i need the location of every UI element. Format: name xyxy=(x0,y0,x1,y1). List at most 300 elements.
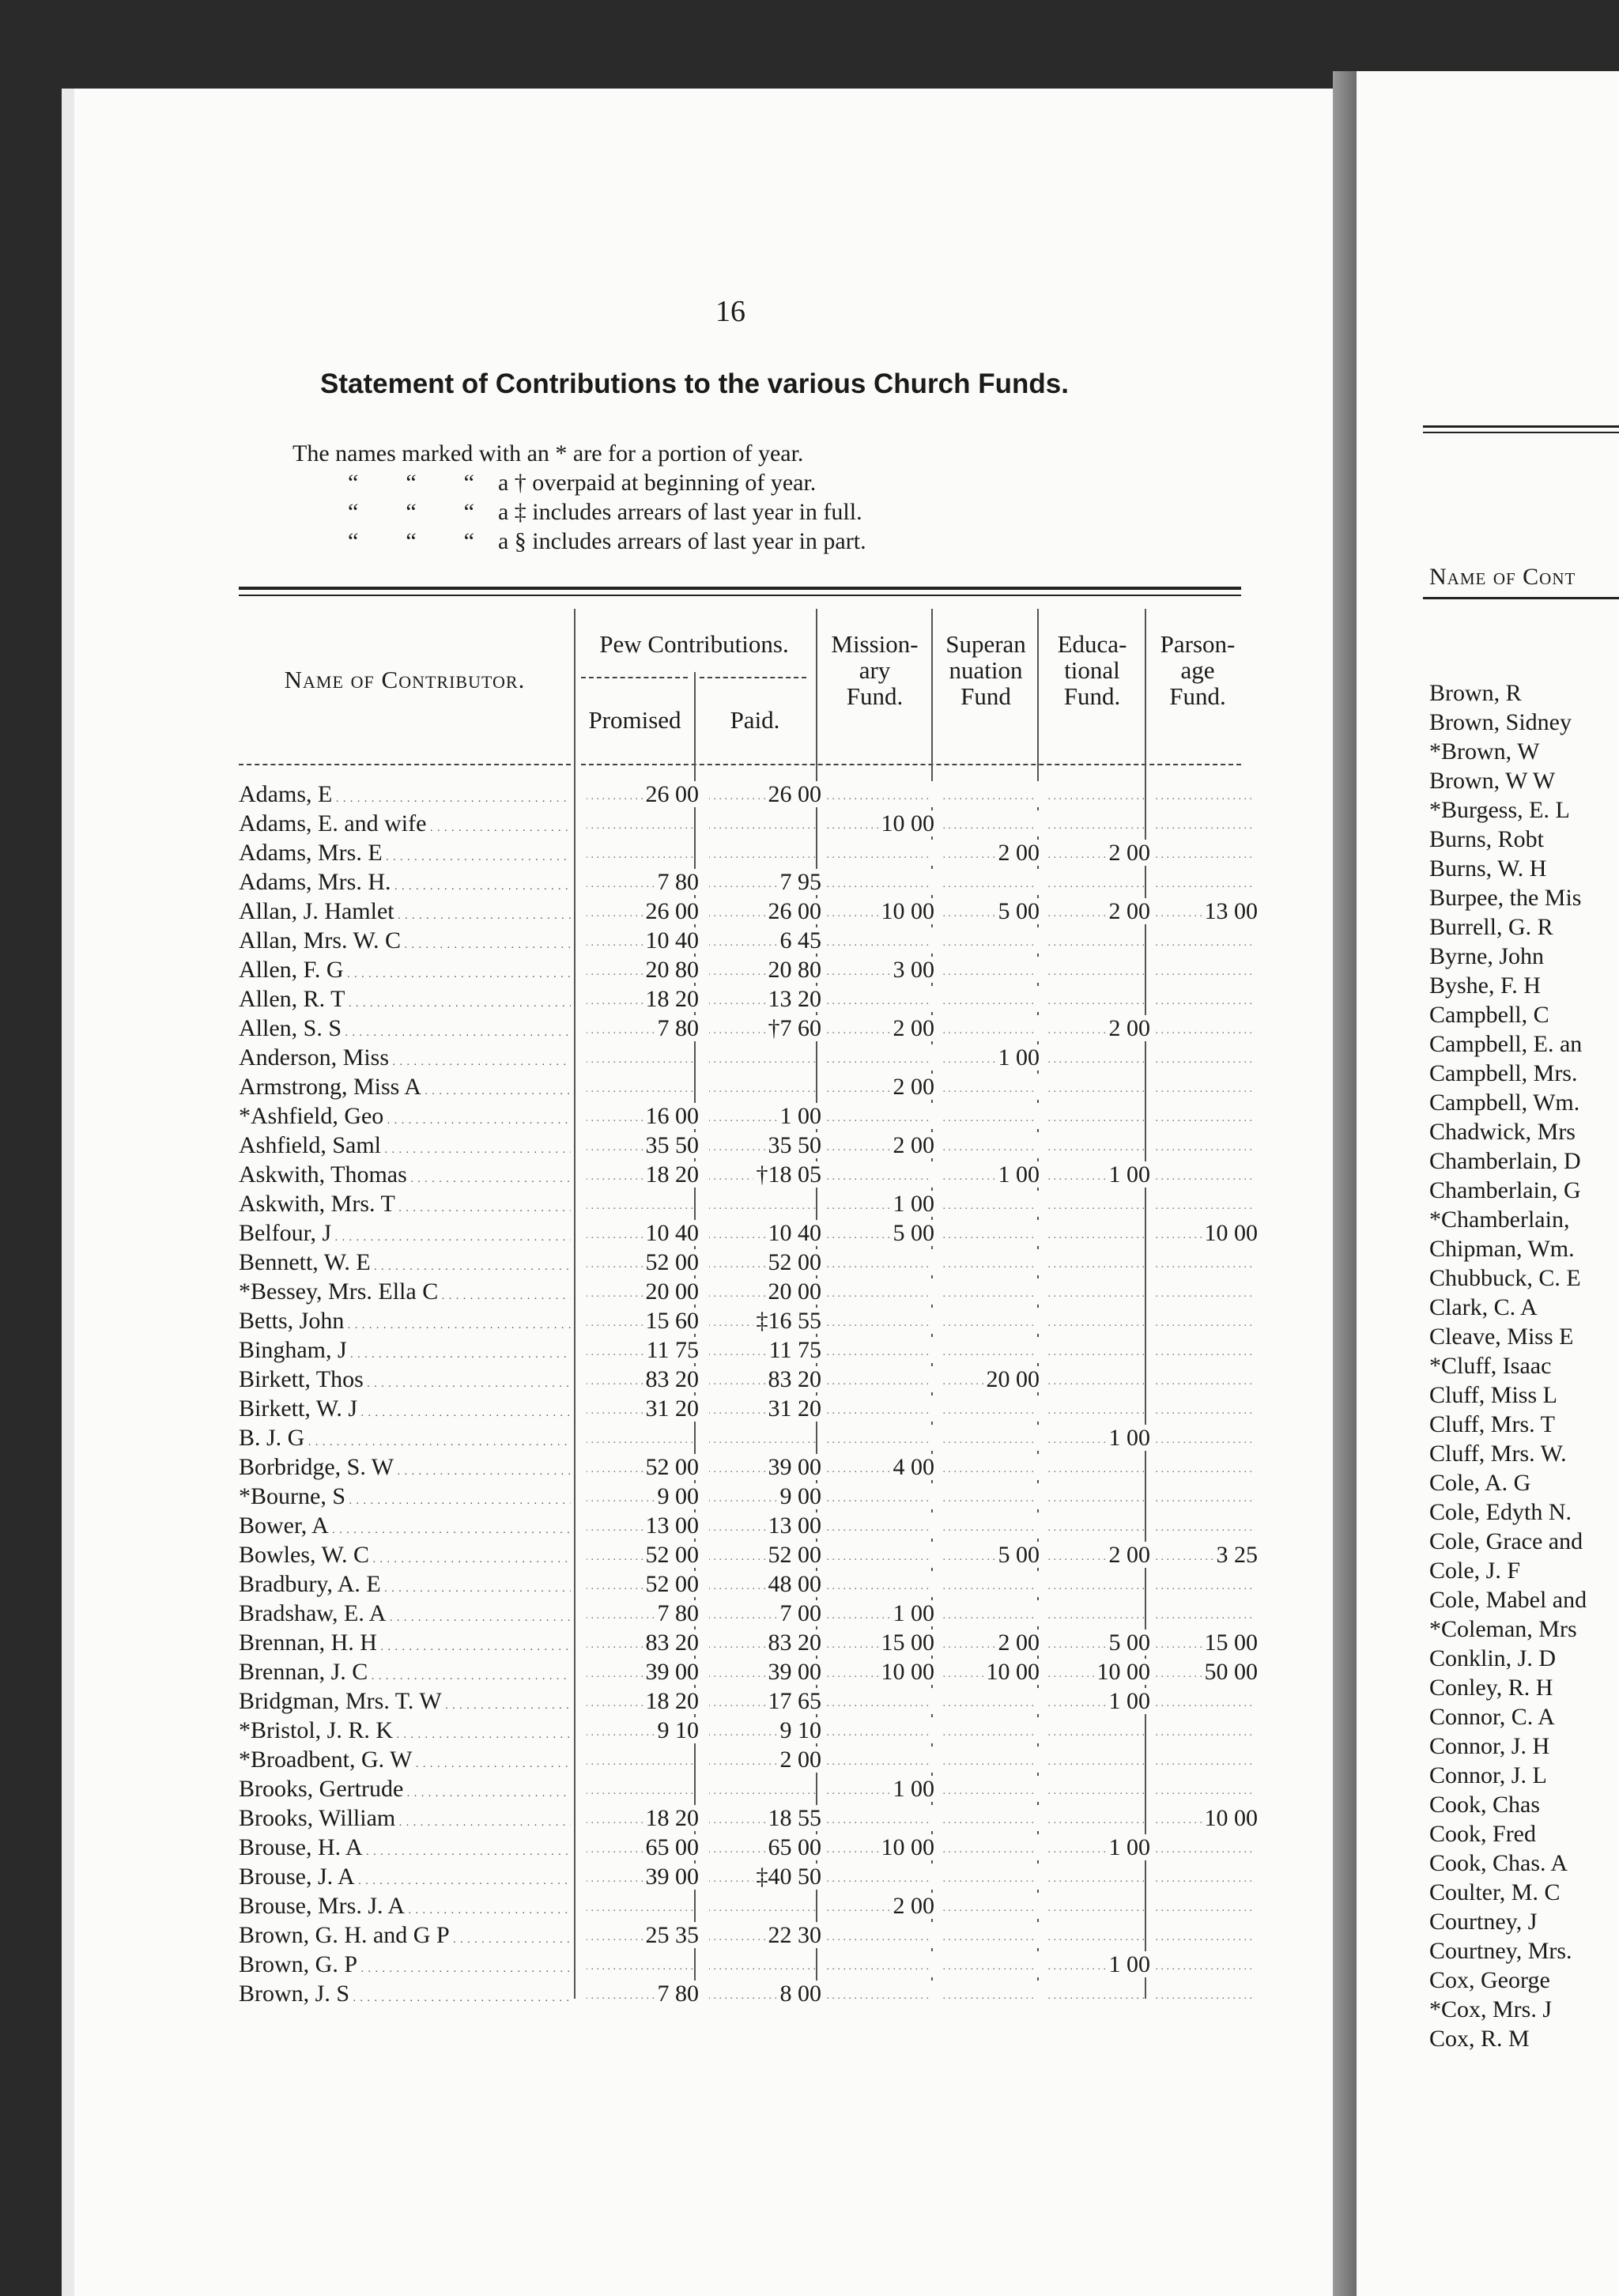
parsonage-fund-cell-value xyxy=(1255,810,1258,836)
superannuation-fund-cell xyxy=(941,1044,1040,1071)
right-contributor-name: Cook, Fred xyxy=(1429,1821,1536,1847)
parsonage-fund-cell-value xyxy=(1255,1366,1258,1392)
pew-paid-cell xyxy=(709,1044,821,1071)
missionary-fund-cell xyxy=(825,1454,934,1481)
missionary-fund-cell xyxy=(825,927,934,954)
contributor-name: Brennan, H. H . . . xyxy=(239,1629,571,1656)
pew-paid-cell xyxy=(709,1425,821,1452)
contributor-name: Betts, John . . . xyxy=(239,1308,571,1335)
pew-paid-cell xyxy=(709,1805,821,1832)
missionary-fund-cell-value xyxy=(931,1951,934,1977)
contributor-name: Adams, Mrs. H. . . . xyxy=(239,869,571,896)
right-contributor-name: Cole, Mabel and xyxy=(1429,1587,1587,1613)
educational-fund-cell-value xyxy=(1147,1981,1150,2007)
header-text: Parson- xyxy=(1160,630,1236,658)
parsonage-fund-cell-value xyxy=(1255,1132,1258,1158)
header-text: tional xyxy=(1064,656,1120,684)
right-contributor-name: Brown, R xyxy=(1429,680,1522,706)
superannuation-fund-cell-value xyxy=(1036,1395,1040,1422)
missionary-fund-cell-value: 15 00 xyxy=(878,1629,935,1656)
pew-paid-cell xyxy=(709,1629,821,1656)
contributor-name: Birkett, Thos . . . xyxy=(239,1366,571,1393)
pew-promised-cell-value: 18 20 xyxy=(643,1688,700,1714)
parsonage-fund-cell xyxy=(1154,957,1258,984)
pew-paid-cell xyxy=(709,869,821,896)
contributor-name: Borbridge, S. W . . . xyxy=(239,1454,571,1481)
educational-fund-cell xyxy=(1045,1132,1150,1159)
superannuation-fund-cell xyxy=(941,1893,1040,1920)
pew-paid-cell xyxy=(709,781,821,808)
superannuation-fund-cell-value xyxy=(1036,1951,1040,1977)
superannuation-fund-cell xyxy=(941,898,1040,925)
parsonage-fund-cell xyxy=(1154,1688,1258,1715)
missionary-fund-cell-value: 10 00 xyxy=(878,898,935,924)
pew-promised-cell xyxy=(587,1454,699,1481)
superannuation-fund-cell xyxy=(941,927,1040,954)
contributor-name: Bennett, W. E . . . xyxy=(239,1249,571,1276)
missionary-fund-cell xyxy=(825,1571,934,1598)
educational-fund-cell xyxy=(1045,1629,1150,1656)
pew-paid-cell xyxy=(709,1864,821,1890)
right-contributor-name: Cluff, Miss L xyxy=(1429,1382,1557,1408)
missionary-fund-cell xyxy=(825,1542,934,1569)
pew-paid-cell xyxy=(709,1132,821,1159)
superannuation-fund-cell-value xyxy=(1036,781,1040,807)
superannuation-fund-cell-value xyxy=(1036,1981,1040,2007)
parsonage-fund-cell-value xyxy=(1255,1834,1258,1860)
pew-promised-cell-value: 35 50 xyxy=(643,1132,700,1158)
pew-paid-cell-value: ‡40 50 xyxy=(753,1864,822,1890)
pew-paid-cell xyxy=(709,1512,821,1539)
parsonage-fund-cell-value xyxy=(1255,1981,1258,2007)
educational-fund-cell-value xyxy=(1147,1483,1150,1509)
educational-fund-cell-value xyxy=(1147,781,1150,807)
header-parsonage-fund xyxy=(1146,631,1249,709)
parsonage-fund-cell xyxy=(1154,1542,1258,1569)
superannuation-fund-cell-value xyxy=(1036,1074,1040,1100)
superannuation-fund-cell xyxy=(941,1542,1040,1569)
right-contributor-name: Cook, Chas. A xyxy=(1429,1850,1568,1876)
pew-paid-cell xyxy=(709,1951,821,1978)
educational-fund-cell-value xyxy=(1147,1220,1150,1246)
pew-paid-cell-value: 52 00 xyxy=(765,1542,822,1568)
pew-paid-cell-value xyxy=(818,1074,821,1100)
missionary-fund-cell-value xyxy=(931,1688,934,1714)
superannuation-fund-cell xyxy=(941,1951,1040,1978)
pew-paid-cell xyxy=(709,1688,821,1715)
pew-paid-cell-value: 1 00 xyxy=(777,1103,822,1129)
right-contributor-name: Chamberlain, G xyxy=(1429,1177,1581,1203)
pew-paid-cell xyxy=(709,1454,821,1481)
right-contributor-name: Connor, J. L xyxy=(1429,1762,1547,1788)
missionary-fund-cell xyxy=(825,1483,934,1510)
right-contributor-name: Cox, R. M xyxy=(1429,2026,1530,2052)
pew-paid-cell-value: 20 80 xyxy=(765,957,822,983)
contributor-name: Brown, G. P . . . xyxy=(239,1951,571,1978)
educational-fund-cell-value xyxy=(1147,986,1150,1012)
pew-promised-cell xyxy=(587,781,699,808)
right-contributor-name: Coulter, M. C xyxy=(1429,1879,1561,1905)
pew-paid-cell xyxy=(709,1483,821,1510)
pew-paid-cell xyxy=(709,810,821,837)
missionary-fund-cell xyxy=(825,1747,934,1773)
pew-promised-cell-value: 52 00 xyxy=(643,1571,700,1597)
contributor-name: Brooks, William . . . xyxy=(239,1805,571,1832)
missionary-fund-cell xyxy=(825,1366,934,1393)
missionary-fund-cell xyxy=(825,1834,934,1861)
missionary-fund-cell-value xyxy=(931,1308,934,1334)
missionary-fund-cell-value xyxy=(931,1864,934,1890)
pew-paid-cell xyxy=(709,1776,821,1803)
educational-fund-cell xyxy=(1045,1366,1150,1393)
pew-promised-cell-value: 9 00 xyxy=(655,1483,700,1509)
educational-fund-cell-value: 2 00 xyxy=(1106,1542,1151,1568)
missionary-fund-cell xyxy=(825,810,934,837)
parsonage-fund-cell xyxy=(1154,1337,1258,1364)
parsonage-fund-cell-value xyxy=(1255,1425,1258,1451)
right-contributor-name: Chamberlain, D xyxy=(1429,1148,1581,1174)
contributor-name: *Broadbent, G. W . . . xyxy=(239,1747,571,1773)
parsonage-fund-cell-value xyxy=(1255,1571,1258,1597)
superannuation-fund-cell-value: 10 00 xyxy=(983,1659,1040,1685)
pew-promised-cell-value: 83 20 xyxy=(643,1366,700,1392)
pew-paid-cell xyxy=(709,1893,821,1920)
educational-fund-cell xyxy=(1045,1308,1150,1335)
missionary-fund-cell xyxy=(825,1425,934,1452)
missionary-fund-cell-value xyxy=(931,1395,934,1422)
educational-fund-cell xyxy=(1045,1425,1150,1452)
pew-promised-cell xyxy=(587,986,699,1013)
parsonage-fund-cell xyxy=(1154,869,1258,896)
contributor-name: Adams, Mrs. E . . . xyxy=(239,840,571,867)
educational-fund-cell xyxy=(1045,1776,1150,1803)
pew-paid-cell-value: 13 20 xyxy=(765,986,822,1012)
superannuation-fund-cell-value xyxy=(1036,869,1040,895)
pew-paid-cell-value: 9 00 xyxy=(777,1483,822,1509)
pew-paid-cell xyxy=(709,1220,821,1247)
pew-promised-cell xyxy=(587,1483,699,1510)
superannuation-fund-cell-value xyxy=(1036,1425,1040,1451)
educational-fund-cell xyxy=(1045,1600,1150,1627)
pew-paid-cell xyxy=(709,1981,821,2007)
pew-promised-cell xyxy=(587,1688,699,1715)
pew-promised-cell xyxy=(587,1337,699,1364)
parsonage-fund-cell xyxy=(1154,1659,1258,1686)
pew-promised-cell xyxy=(587,1132,699,1159)
pew-paid-cell-value: 65 00 xyxy=(765,1834,822,1860)
right-contributor-name: Cole, Edyth N. xyxy=(1429,1499,1572,1525)
superannuation-fund-cell xyxy=(941,1249,1040,1276)
parsonage-fund-cell-value xyxy=(1255,1454,1258,1480)
parsonage-fund-cell xyxy=(1154,1922,1258,1949)
missionary-fund-cell-value xyxy=(931,1512,934,1539)
pew-promised-cell xyxy=(587,957,699,984)
pew-paid-cell-value: 11 75 xyxy=(766,1337,821,1363)
pew-paid-cell-value: 35 50 xyxy=(765,1132,822,1158)
missionary-fund-cell xyxy=(825,1512,934,1539)
parsonage-fund-cell xyxy=(1154,1512,1258,1539)
right-contributor-name: *Burgess, E. L xyxy=(1429,797,1570,823)
contributor-name: *Bristol, J. R. K . . . xyxy=(239,1717,571,1744)
superannuation-fund-cell-value xyxy=(1036,1922,1040,1948)
right-contributor-name: Clark, C. A xyxy=(1429,1294,1538,1320)
superannuation-fund-cell xyxy=(941,1220,1040,1247)
educational-fund-cell xyxy=(1045,898,1150,925)
educational-fund-cell-value xyxy=(1147,1571,1150,1597)
pew-promised-cell xyxy=(587,1366,699,1393)
parsonage-fund-cell-value xyxy=(1255,1308,1258,1334)
pew-promised-cell-value xyxy=(696,1074,699,1100)
right-contributor-name: Connor, C. A xyxy=(1429,1704,1555,1730)
pew-promised-cell xyxy=(587,869,699,896)
right-header-rule xyxy=(1423,597,1619,599)
educational-fund-cell xyxy=(1045,1864,1150,1890)
educational-fund-cell-value xyxy=(1147,957,1150,983)
pew-paid-cell-value xyxy=(818,840,821,866)
superannuation-fund-cell xyxy=(941,986,1040,1013)
pew-paid-cell xyxy=(709,1395,821,1422)
pew-promised-cell xyxy=(587,1191,699,1218)
right-contributor-name: Byshe, F. H xyxy=(1429,972,1541,999)
parsonage-fund-cell xyxy=(1154,1747,1258,1773)
contributor-name: Allen, R. T . . . xyxy=(239,986,571,1013)
header-name-of-contributor: Name of Contributor. xyxy=(284,666,526,693)
pew-promised-cell xyxy=(587,1659,699,1686)
right-contributor-name: Cluff, Mrs. T xyxy=(1429,1411,1555,1437)
superannuation-fund-cell-value xyxy=(1036,1454,1040,1480)
right-contributor-name: *Cluff, Isaac xyxy=(1429,1353,1552,1379)
pew-promised-cell-value xyxy=(696,1747,699,1773)
right-page xyxy=(1357,71,1619,2296)
header-text: Fund. xyxy=(1169,682,1226,710)
superannuation-fund-cell-value: 5 00 xyxy=(995,898,1040,924)
missionary-fund-cell xyxy=(825,781,934,808)
superannuation-fund-cell xyxy=(941,1103,1040,1130)
parsonage-fund-cell xyxy=(1154,1249,1258,1276)
pew-promised-cell xyxy=(587,1571,699,1598)
pew-promised-cell-value: 16 00 xyxy=(643,1103,700,1129)
note-line: The names marked with an * are for a portion of year. xyxy=(292,440,804,466)
educational-fund-cell xyxy=(1045,1249,1150,1276)
parsonage-fund-cell-value xyxy=(1255,1688,1258,1714)
pew-promised-cell xyxy=(587,1161,699,1188)
header-dash xyxy=(700,677,806,678)
educational-fund-cell xyxy=(1045,1512,1150,1539)
superannuation-fund-cell-value xyxy=(1036,1717,1040,1743)
superannuation-fund-cell-value xyxy=(1036,810,1040,836)
educational-fund-cell-value xyxy=(1147,1395,1150,1422)
header-paid: Paid. xyxy=(730,706,780,734)
superannuation-fund-cell-value xyxy=(1036,1015,1040,1041)
pew-promised-cell xyxy=(587,927,699,954)
superannuation-fund-cell-value xyxy=(1036,1864,1040,1890)
missionary-fund-cell xyxy=(825,1308,934,1335)
pew-paid-cell xyxy=(709,1278,821,1305)
pew-promised-cell xyxy=(587,1864,699,1890)
contributor-name: Ashfield, Saml . . . xyxy=(239,1132,571,1159)
educational-fund-cell-value: 5 00 xyxy=(1106,1629,1151,1656)
pew-paid-cell-value: 52 00 xyxy=(765,1249,822,1275)
parsonage-fund-cell xyxy=(1154,1864,1258,1890)
missionary-fund-cell-value xyxy=(931,1161,934,1188)
superannuation-fund-cell-value xyxy=(1036,1191,1040,1217)
educational-fund-cell xyxy=(1045,1893,1150,1920)
header-bottom-dash xyxy=(239,764,571,765)
educational-fund-cell xyxy=(1045,1161,1150,1188)
parsonage-fund-cell-value xyxy=(1255,1395,1258,1422)
parsonage-fund-cell xyxy=(1154,1834,1258,1861)
pew-paid-cell xyxy=(709,1834,821,1861)
missionary-fund-cell xyxy=(825,1249,934,1276)
header-promised: Promised xyxy=(588,706,681,734)
right-contributor-name: Burns, W. H xyxy=(1429,855,1547,882)
pew-promised-cell-value: 7 80 xyxy=(655,1981,700,2007)
pew-promised-cell-value xyxy=(696,810,699,836)
pew-promised-cell xyxy=(587,1074,699,1101)
pew-promised-cell-value: 10 40 xyxy=(643,1220,700,1246)
educational-fund-cell-value: 2 00 xyxy=(1106,840,1151,866)
superannuation-fund-cell xyxy=(941,1981,1040,2007)
pew-paid-cell xyxy=(709,1600,821,1627)
superannuation-fund-cell-value xyxy=(1036,1132,1040,1158)
contributor-name: Anderson, Miss . . . xyxy=(239,1044,571,1071)
missionary-fund-cell xyxy=(825,1132,934,1159)
pew-paid-cell xyxy=(709,1161,821,1188)
pew-promised-cell-value: 13 00 xyxy=(643,1512,700,1539)
superannuation-fund-cell xyxy=(941,1571,1040,1598)
superannuation-fund-cell xyxy=(941,1717,1040,1744)
pew-paid-cell xyxy=(709,927,821,954)
pew-paid-cell xyxy=(709,1571,821,1598)
superannuation-fund-cell-value xyxy=(1036,1278,1040,1305)
superannuation-fund-cell xyxy=(941,957,1040,984)
superannuation-fund-cell xyxy=(941,1132,1040,1159)
educational-fund-cell xyxy=(1045,986,1150,1013)
pew-paid-cell-value: 7 00 xyxy=(777,1600,822,1626)
header-text: Superan xyxy=(945,630,1026,658)
pew-promised-cell xyxy=(587,1629,699,1656)
page-title: Statement of Contributions to the various Church Funds. xyxy=(320,368,1069,399)
missionary-fund-cell-value: 10 00 xyxy=(878,1834,935,1860)
parsonage-fund-cell-value xyxy=(1255,1747,1258,1773)
parsonage-fund-cell-value xyxy=(1255,1922,1258,1948)
contributor-name: Adams, E. and wife . . . xyxy=(239,810,571,837)
pew-paid-cell-value xyxy=(818,1044,821,1071)
parsonage-fund-cell xyxy=(1154,1161,1258,1188)
educational-fund-cell-value xyxy=(1147,1747,1150,1773)
superannuation-fund-cell-value: 5 00 xyxy=(995,1542,1040,1568)
pew-promised-cell xyxy=(587,898,699,925)
educational-fund-cell-value: 10 00 xyxy=(1094,1659,1151,1685)
contributor-name: Bower, A . . . xyxy=(239,1512,571,1539)
right-contributor-name: Chubbuck, C. E xyxy=(1429,1265,1581,1291)
superannuation-fund-cell-value: 20 00 xyxy=(983,1366,1040,1392)
right-contributor-name: *Chamberlain, xyxy=(1429,1207,1570,1233)
parsonage-fund-cell-value xyxy=(1255,781,1258,807)
missionary-fund-cell-value xyxy=(931,927,934,954)
pew-promised-cell-value: 11 75 xyxy=(643,1337,699,1363)
superannuation-fund-cell-value xyxy=(1036,1688,1040,1714)
superannuation-fund-cell xyxy=(941,1161,1040,1188)
pew-paid-cell-value xyxy=(818,1893,821,1919)
parsonage-fund-cell-value xyxy=(1255,1103,1258,1129)
parsonage-fund-cell xyxy=(1154,1776,1258,1803)
pew-promised-cell-value: 39 00 xyxy=(643,1864,700,1890)
superannuation-fund-cell xyxy=(941,869,1040,896)
pew-promised-cell xyxy=(587,1600,699,1627)
parsonage-fund-cell xyxy=(1154,1805,1258,1832)
missionary-fund-cell-value: 10 00 xyxy=(878,1659,935,1685)
superannuation-fund-cell xyxy=(941,1659,1040,1686)
header-text: Fund. xyxy=(846,682,904,710)
parsonage-fund-cell xyxy=(1154,1278,1258,1305)
missionary-fund-cell xyxy=(825,1220,934,1247)
educational-fund-cell-value: 2 00 xyxy=(1106,1015,1151,1041)
pew-paid-cell-value xyxy=(818,1951,821,1977)
note-line: “ “ “ a ‡ includes arrears of last year in full. xyxy=(348,499,862,525)
parsonage-fund-cell-value xyxy=(1255,1074,1258,1100)
contributor-name: Bridgman, Mrs. T. W . . . xyxy=(239,1688,571,1715)
educational-fund-cell-value: 1 00 xyxy=(1106,1425,1151,1451)
pew-promised-cell-value: 52 00 xyxy=(643,1542,700,1568)
educational-fund-cell xyxy=(1045,1483,1150,1510)
header-pew-contributions: Pew Contributions. xyxy=(599,630,789,658)
pew-promised-cell-value: 7 80 xyxy=(655,1015,700,1041)
missionary-fund-cell xyxy=(825,898,934,925)
parsonage-fund-cell-value xyxy=(1255,1015,1258,1041)
missionary-fund-cell-value xyxy=(931,840,934,866)
right-contributor-name: Burrell, G. R xyxy=(1429,914,1553,940)
missionary-fund-cell-value xyxy=(931,1278,934,1305)
parsonage-fund-cell xyxy=(1154,1717,1258,1744)
missionary-fund-cell-value: 2 00 xyxy=(890,1015,935,1041)
header-text: Mission- xyxy=(831,630,919,658)
pew-paid-cell-value: ‡16 55 xyxy=(753,1308,822,1334)
educational-fund-cell-value xyxy=(1147,1249,1150,1275)
right-contributor-name: *Brown, W xyxy=(1429,738,1540,765)
parsonage-fund-cell xyxy=(1154,1951,1258,1978)
pew-paid-cell xyxy=(709,1249,821,1276)
parsonage-fund-cell-value xyxy=(1255,957,1258,983)
superannuation-fund-cell xyxy=(941,1366,1040,1393)
pew-promised-cell xyxy=(587,1044,699,1071)
pew-promised-cell-value: 9 10 xyxy=(655,1717,700,1743)
educational-fund-cell-value xyxy=(1147,1366,1150,1392)
superannuation-fund-cell xyxy=(941,1278,1040,1305)
superannuation-fund-cell xyxy=(941,1337,1040,1364)
missionary-fund-cell-value xyxy=(931,869,934,895)
pew-promised-cell-value: 18 20 xyxy=(643,1805,700,1831)
superannuation-fund-cell xyxy=(941,1834,1040,1861)
pew-paid-cell-value: 83 20 xyxy=(765,1629,822,1656)
pew-promised-cell-value: 52 00 xyxy=(643,1249,700,1275)
missionary-fund-cell-value xyxy=(931,1337,934,1363)
parsonage-fund-cell-value xyxy=(1255,1191,1258,1217)
pew-promised-cell-value: 83 20 xyxy=(643,1629,700,1656)
superannuation-fund-cell-value: 1 00 xyxy=(995,1044,1040,1071)
parsonage-fund-cell-value xyxy=(1255,1776,1258,1802)
parsonage-fund-cell xyxy=(1154,1015,1258,1042)
parsonage-fund-cell-value: 10 00 xyxy=(1202,1220,1259,1246)
educational-fund-cell xyxy=(1045,1103,1150,1130)
pew-promised-cell-value xyxy=(696,1951,699,1977)
parsonage-fund-cell xyxy=(1154,898,1258,925)
missionary-fund-cell xyxy=(825,986,934,1013)
right-contributor-name: Courtney, J xyxy=(1429,1909,1538,1935)
pew-promised-cell-value: 26 00 xyxy=(643,781,700,807)
pew-paid-cell-value: 26 00 xyxy=(765,898,822,924)
pew-promised-cell xyxy=(587,840,699,867)
